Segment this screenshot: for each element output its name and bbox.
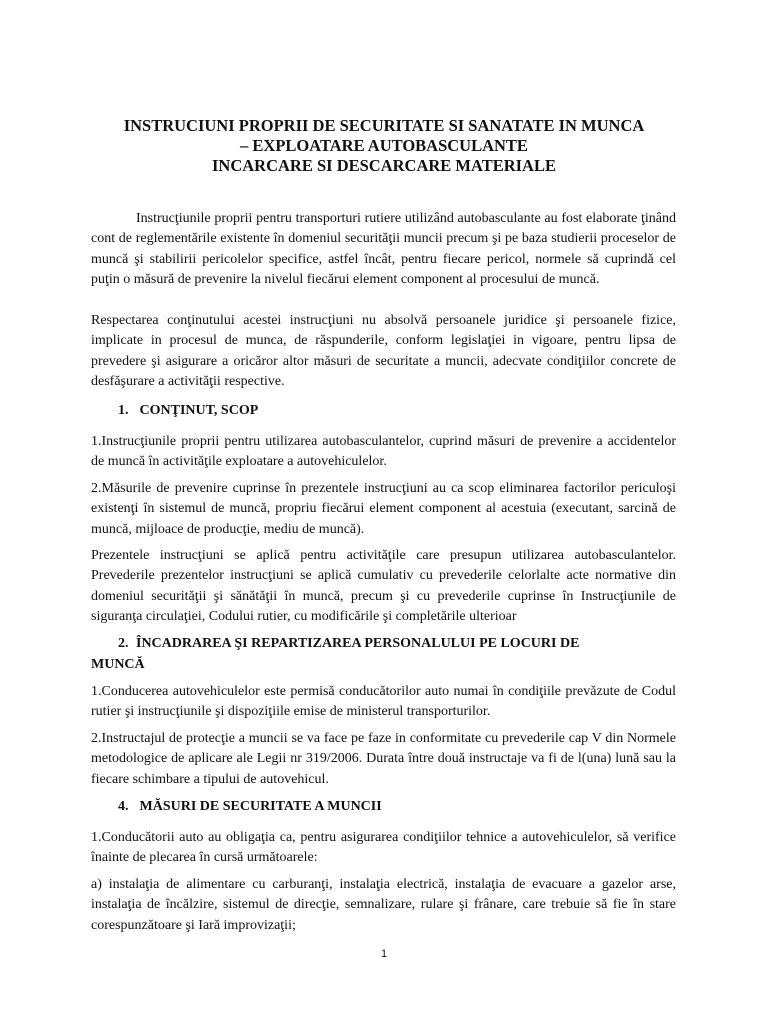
section-1-paragraph-3: Prezentele instrucţiuni se aplică pentru activităţile care presupun utilizarea autobasculantelor. Prevederile prezentelor instrucţiuni se aplică cumulativ cu prevederile celorlalte acte normative din domeniul securităţii şi sănătăţii în muncă, precum şi cu prevederile cuprinse în Instrucţiunile de siguranţa circulaţiei, Codului rutier, cu modificările şi completările ulterioar: [91, 548, 676, 625]
section-2-paragraph-1: 1.Conducerea autovehiculelor este permisă conducătorilor auto numai în condiţiile prevăzute de Codul rutier şi instrucţiunile şi dispoziţiile emise de ministerul transporturilor.: [91, 684, 676, 720]
section-4-number: 4.: [118, 799, 129, 814]
section-2-number: 2.: [118, 636, 129, 651]
section-1-number: 1.: [118, 403, 129, 418]
section-4-heading: [118, 797, 382, 818]
document-title: [90, 116, 678, 176]
intro-paragraph-1: Instrucţiunile proprii pentru transporturi rutiere utilizând autobasculante au fost elaborate ţinând cont de reglementările existente în domeniul securităţii muncii precum şi pe baza studierii proceselor de muncă şi stabilirii pericolelor specifice, astfel încât, pentru fiecare pericol, normele să cuprindă cel puţin o măsură de prevenire la nivelul fiecărui element component al procesului de muncă.: [91, 211, 676, 288]
title-line-2: – EXPLOATARE AUTOBASCULANTE: [240, 136, 528, 155]
section-4-title: MĂSURI DE SECURITATE A MUNCII: [139, 799, 382, 814]
section-1-title: CONŢINUT, SCOP: [139, 403, 259, 418]
section-4-paragraph-1: 1.Conducătorii auto au obligaţia ca, pentru asigurarea condiţiilor tehnice a autovehiculelor, să verifice înainte de plecarea în cursă următoarele:: [91, 830, 676, 866]
intro-paragraph-2: Respectarea conţinutului acestei instrucţiuni nu absolvă persoanele juridice şi persoanele fizice, implicate in procesul de munca, de răspunderile, conform legislaţiei in vigoare, pentru lipsa de prevedere şi asigurare a oricăror altor măsuri de securitate a muncii, adecvate condiţiilor concrete de desfăşurare a activităţii respective.: [91, 313, 676, 390]
title-line-1: INSTRUCIUNI PROPRII DE SECURITATE SI SANATATE IN MUNCA: [123, 116, 645, 135]
section-1-paragraph-1: 1.Instrucţiunile proprii pentru utilizarea autobasculantelor, cuprind măsuri de prevenire a accidentelor de muncă în activităţile exploatare a autovehiculelor.: [91, 434, 676, 470]
title-line-3: INCARCARE SI DESCARCARE MATERIALE: [212, 156, 556, 175]
section-2-line-1: [91, 636, 579, 651]
section-2-title-continuation: MUNCĂ: [91, 656, 145, 672]
section-4-paragraph-2: a) instalaţia de alimentare cu carburanţi, instalaţia electrică, instalaţia de evacuare a gazelor arse, instalaţia de încălzire, sistemul de direcţie, semnalizare, rulare şi frânare, care trebuie să fie în stare corespunzătoare şi Iară improvizaţii;: [91, 877, 676, 933]
page-number: 1: [380, 948, 388, 960]
section-2-paragraph-2: 2.Instructajul de protecţie a muncii se va face pe faze in conformitate cu prevederile cap V din Normele metodologice de aplicare ale Legii nr 319/2006. Durata între două instructaje va fi de l(una) lună sau la fiecare schimbare a tipului de autovehicul.: [91, 731, 676, 787]
section-1-heading: [118, 401, 258, 422]
section-2-heading: [91, 634, 676, 675]
section-2-title: ÎNCADRAREA ŞI REPARTIZAREA PERSONALULUI PE LOCURI DE: [136, 636, 580, 651]
section-1-paragraph-2: 2.Măsurile de prevenire cuprinse în prezentele instrucţiuni au ca scop eliminarea factorilor periculoşi existenţi în sistemul de muncă, propriu fiecărui element component al acestuia (executant, sarcină de muncă, mijloace de producţie, mediu de muncă).: [91, 481, 676, 537]
